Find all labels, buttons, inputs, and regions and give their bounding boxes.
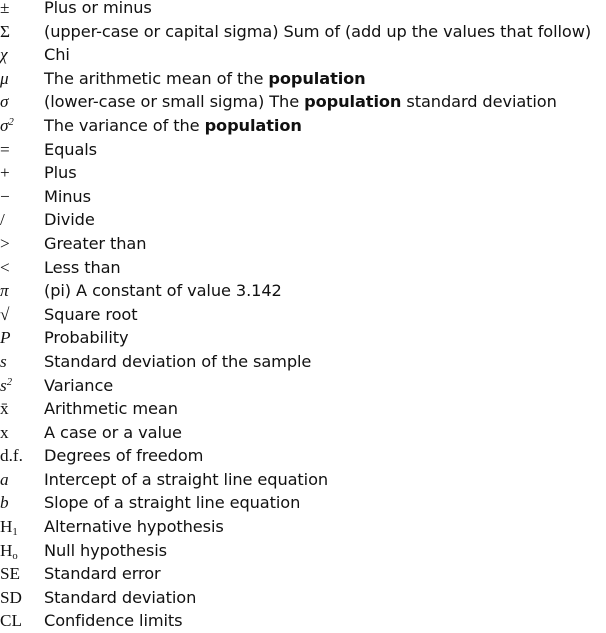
glossary-symbol: P [0,328,11,348]
glossary-symbol: π [0,281,9,301]
glossary-symbol: Σ [0,21,11,41]
glossary-description: Alternative hypothesis [44,517,224,537]
glossary-description: Standard deviation [44,587,197,607]
glossary-row-chi [0,43,606,67]
glossary-description: Degrees of freedom [44,446,204,466]
glossary-symbol: χ [0,45,8,65]
glossary-symbol: d.f. [0,446,23,466]
glossary-description: Divide [44,210,95,230]
glossary-row-slope [0,491,606,515]
glossary-description: Equals [44,139,98,159]
glossary-description: Plus or minus [44,0,152,17]
glossary-symbol: > [0,233,10,253]
symbol-base: s [0,375,7,395]
glossary-row-pi [0,279,606,303]
symbol-subscript: o [12,550,18,562]
glossary-description: Chi [44,45,70,65]
glossary-symbol: μ [0,68,9,88]
glossary-row-standard-error [0,562,606,586]
glossary-row-alternative-hypothesis [0,515,606,539]
glossary-row-case-value [0,421,606,445]
glossary-description: Minus [44,186,91,206]
glossary-symbol: σ [0,92,9,112]
glossary-symbol [0,539,44,563]
symbol-base: H [0,517,13,537]
glossary-symbol: − [0,186,10,206]
glossary-description: Confidence limits [44,611,183,631]
glossary-row-variance [0,374,606,398]
glossary-symbol: / [0,210,5,230]
glossary-description: Plus [44,163,77,183]
glossary-row-standard-deviation [0,586,606,610]
glossary-description: (upper-case or capital sigma) Sum of (add up the values that follow) [44,21,592,41]
glossary-symbol [0,515,44,539]
glossary-row-arithmetic-mean [0,397,606,421]
glossary-description [44,90,557,114]
glossary-symbol: SD [0,587,22,607]
glossary-symbol: CL [0,611,22,631]
glossary-row-sigma-squared [0,114,606,138]
symbol-base: H [0,540,13,560]
glossary-row-sample-sd [0,350,606,374]
description-text: The variance of the [44,115,205,135]
glossary-description: Square root [44,304,138,324]
glossary-description: Arithmetic mean [44,399,178,419]
glossary-row-intercept [0,468,606,492]
glossary-description: Standard error [44,564,161,584]
description-bold-text: population [268,68,366,88]
glossary-description: Slope of a straight line equation [44,493,301,513]
glossary-description: Probability [44,328,129,348]
description-text: (lower-case or small sigma) The [44,92,305,112]
glossary-row-small-sigma [0,90,606,114]
glossary-description [44,67,366,91]
glossary-row-square-root [0,303,606,327]
glossary-row-degrees-of-freedom [0,444,606,468]
glossary-symbol [0,374,44,398]
glossary-row-confidence-limits [0,609,606,633]
glossary-row-mu [0,67,606,91]
glossary-row-plus [0,161,606,185]
symbol-superscript: 2 [8,117,14,129]
glossary-row-greater-than [0,232,606,256]
glossary-row-minus [0,185,606,209]
glossary-description: Intercept of a straight line equation [44,469,329,489]
glossary-description: Standard deviation of the sample [44,351,312,371]
glossary-description: Null hypothesis [44,540,167,560]
glossary-symbol: a [0,469,9,489]
glossary-symbol: SE [0,564,21,584]
description-bold-text: population [304,92,402,112]
glossary-row-capital-sigma [0,20,606,44]
glossary-description: Greater than [44,233,147,253]
glossary-symbol: + [0,163,10,183]
glossary-symbol: b [0,493,9,513]
symbol-base: σ [0,115,9,135]
glossary-description: Variance [44,375,114,395]
glossary-description: (pi) A constant of value 3.142 [44,281,282,301]
symbol-subscript: 1 [12,527,18,539]
glossary-row-probability [0,326,606,350]
description-bold-text: population [204,115,302,135]
glossary-row-divide [0,208,606,232]
glossary-symbol: x [0,422,9,442]
glossary-symbol: ± [0,0,10,17]
glossary-symbol: < [0,257,10,277]
glossary-description: A case or a value [44,422,182,442]
glossary-symbol [0,114,44,138]
glossary-row-plus-minus [0,0,606,20]
glossary-row-null-hypothesis [0,539,606,563]
glossary-description [44,114,302,138]
description-text: standard deviation [401,92,557,112]
glossary-description: Less than [44,257,121,277]
glossary-symbol: x̄ [0,399,9,419]
glossary-symbol: = [0,139,10,159]
glossary-symbol: √ [0,304,10,324]
symbol-superscript: 2 [6,376,13,388]
glossary-row-less-than [0,256,606,280]
glossary-symbol: s [0,351,7,371]
description-text: The arithmetic mean of the [44,68,269,88]
glossary-row-equals [0,138,606,162]
